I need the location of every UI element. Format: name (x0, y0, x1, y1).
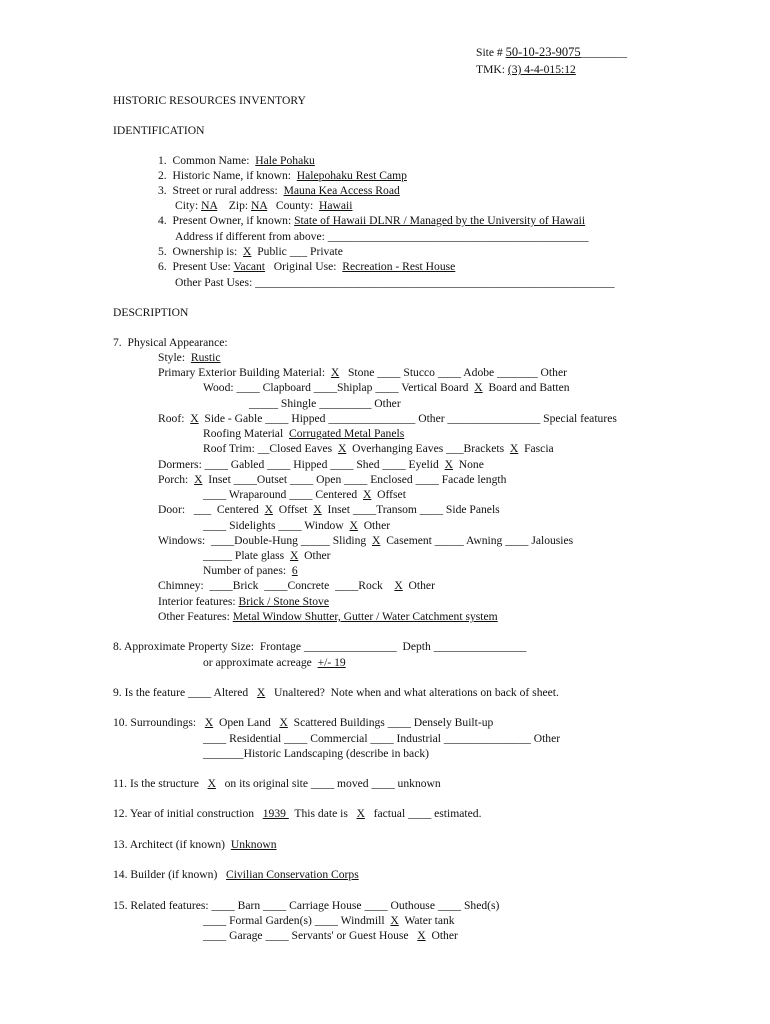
chimney-other: Other (402, 579, 435, 592)
alteration-mark: X (256, 686, 266, 699)
porch-label: Porch: (158, 473, 195, 486)
roof-mark: X (190, 412, 199, 425)
windows-mark-2: X (289, 549, 299, 562)
chimney-mark: X (394, 579, 403, 592)
historic-name-label: 2. Historic Name, if known: (158, 169, 297, 182)
related-features-options: ____ Formal Garden(s) ____ Windmill (203, 914, 391, 927)
plate-glass-option: _____ Plate glass (203, 549, 290, 562)
panes-value: 6 (291, 564, 298, 577)
description-heading: DESCRIPTION (113, 306, 189, 319)
original-use-value: Recreation - Rest House (342, 260, 456, 273)
roof-trim-line (203, 442, 554, 456)
material-label: Primary Exterior Building Material: (158, 366, 331, 379)
water-tank-label: Water tank (398, 914, 455, 927)
porch-line (158, 473, 506, 487)
tmk-value: (3) 4-4-015:12 (507, 63, 576, 76)
builder-line (113, 868, 359, 882)
acreage-line (203, 656, 346, 670)
architect-value: Unknown (230, 838, 277, 851)
door-mark: X (264, 503, 273, 516)
wood-line (203, 381, 570, 395)
surroundings-line-3: _______Historic Landscaping (describe in back) (203, 747, 430, 760)
county-value: Hawaii (319, 199, 353, 212)
owner-line (158, 214, 585, 228)
acreage-value: +/- 19 (317, 656, 346, 669)
roofing-material-label: Roofing Material (203, 427, 289, 440)
city-label: City: (175, 199, 202, 212)
roof-label: Roof: (158, 412, 191, 425)
door-options: Inset ____Transom ____ Side Panels (321, 503, 500, 516)
common-name-label: 1. Common Name: (158, 154, 256, 167)
address-value: Mauna Kea Access Road (283, 184, 400, 197)
site-status-mark: X (207, 777, 216, 790)
dormers-line (158, 458, 484, 472)
historic-name-line (158, 169, 407, 183)
tmk-label: TMK: (476, 63, 508, 76)
windows-other: Other (298, 549, 331, 562)
builder-value: Civilian Conservation Corps (226, 868, 359, 881)
wood-mark: X (474, 381, 483, 394)
alteration-note: Unaltered? Note when and what alterations on back of sheet. (265, 686, 559, 699)
alteration-line (113, 686, 559, 700)
present-use-value: Vacant (233, 260, 266, 273)
ownership-line (158, 245, 343, 259)
door-offset: Offset (272, 503, 314, 516)
site-status-line (113, 777, 441, 791)
panes-label: Number of panes: (203, 564, 292, 577)
porch-options-2: ____ Wraparound ____ Centered (203, 488, 363, 501)
historic-name-value: Halepohaku Rest Camp (296, 169, 407, 182)
roof-trim-fascia: Fascia (518, 442, 554, 455)
windows-line (158, 534, 573, 548)
related-features-line-2 (203, 914, 455, 928)
present-use-label: 6. Present Use: (158, 260, 234, 273)
surroundings-line-2: ____ Residential ____ Commercial ____ Industrial _______________ Other (203, 732, 561, 745)
owner-value: State of Hawaii DLNR / Managed by the University of Hawaii (294, 214, 586, 227)
property-size-line: 8. Approximate Property Size: Frontage ________________ Depth ________________ (113, 640, 527, 653)
past-uses-line: Other Past Uses: ______________________________________________________________ (175, 276, 615, 289)
other-features-label: Other Features: (158, 610, 233, 623)
construction-year-value: 1939 (262, 807, 289, 820)
dormers-mark: X (444, 458, 453, 471)
related-features-options-2: ____ Garage ____ Servants' or Guest House (203, 929, 418, 942)
other-features-line (158, 610, 498, 624)
style-value: Rustic (190, 351, 221, 364)
architect-line (113, 838, 277, 852)
address-label: 3. Street or rural address: (158, 184, 284, 197)
zip-label: Zip: (217, 199, 252, 212)
porch-options: Inset ____Outset ____ Open ____ Enclosed ____ Facade length (202, 473, 507, 486)
surroundings-mark: X (204, 716, 214, 729)
porch-line-2 (203, 488, 406, 502)
door-options-2: ____ Sidelights ____ Window (203, 519, 350, 532)
other-features-value: Metal Window Shutter, Gutter / Water Catchment system (232, 610, 498, 623)
site-underline: ________ (580, 46, 628, 59)
site-label: Site # (476, 46, 506, 59)
related-other-mark: X (417, 929, 426, 942)
architect-label: 13. Architect (if known) (113, 838, 231, 851)
roofing-material-line (203, 427, 404, 441)
surroundings-mark-2: X (279, 716, 288, 729)
door-label: Door: ___ Centered (158, 503, 265, 516)
surroundings-options: Scattered Buildings ____ Densely Built-up (287, 716, 494, 729)
door-other: Other (357, 519, 391, 532)
porch-mark: X (194, 473, 203, 486)
original-use-label: Original Use: (265, 260, 343, 273)
roof-trim-label: Roof Trim: __Closed Eaves (203, 442, 338, 455)
style-line (158, 351, 221, 365)
use-line (158, 260, 455, 274)
surroundings-line (113, 716, 493, 730)
porch-selected: Offset (371, 488, 406, 501)
windows-line-2 (203, 549, 331, 563)
identification-heading: IDENTIFICATION (113, 124, 205, 137)
water-tank-mark: X (390, 914, 399, 927)
date-status-label: This date is (288, 807, 357, 820)
city-zip-county-line (175, 199, 352, 213)
ownership-label: 5. Ownership is: (158, 245, 244, 258)
panes-line (203, 564, 298, 578)
roof-line (158, 412, 617, 426)
material-mark: X (330, 366, 340, 379)
interior-value: Brick / Stone Stove (238, 595, 329, 608)
open-land-option: Open Land (213, 716, 280, 729)
windows-options-2: Casement _____ Awning ____ Jalousies (380, 534, 574, 547)
windows-mark: X (372, 534, 381, 547)
date-status-mark: X (356, 807, 365, 820)
door-line (158, 503, 500, 517)
wood-selected: Board and Batten (482, 381, 570, 394)
site-status-options: on its original site ____ moved ____ unknown (215, 777, 441, 790)
interior-label: Interior features: (158, 595, 239, 608)
site-number: 50-10-23-9075 (505, 45, 581, 59)
physical-appearance-label: 7. Physical Appearance: (113, 336, 228, 349)
construction-year-line (113, 807, 481, 821)
roof-trim-options: Overhanging Eaves ___Brackets (346, 442, 510, 455)
roof-trim-mark: X (337, 442, 347, 455)
zip-value: NA (251, 199, 268, 212)
wood-options: Wood: ____ Clapboard ____Shiplap ____ Vertical Board (203, 381, 475, 394)
related-features-line-3 (203, 929, 458, 943)
door-line-2 (203, 519, 390, 533)
roof-trim-mark-2: X (509, 442, 519, 455)
owner-label: 4. Present Owner, if known: (158, 214, 295, 227)
dormers-selected: None (452, 458, 484, 471)
interior-line (158, 595, 329, 609)
builder-label: 14. Builder (if known) (113, 868, 227, 881)
form-title: HISTORIC RESOURCES INVENTORY (113, 94, 306, 107)
chimney-line (158, 579, 435, 593)
chimney-options: Chimney: ____Brick ____Concrete ____Rock (158, 579, 395, 592)
shingle-line: _____ Shingle _________ Other (249, 397, 401, 410)
site-status-label: 11. Is the structure (113, 777, 208, 790)
acreage-label: or approximate acreage (203, 656, 318, 669)
dormers-options: Dormers: ____ Gabled ____ Hipped ____ Shed ____ Eyelid (158, 458, 445, 471)
ownership-mark: X (243, 245, 252, 258)
ownership-options: Public ___ Private (251, 245, 343, 258)
related-features-line: 15. Related features: ____ Barn ____ Carriage House ____ Outhouse ____ Shed(s) (113, 899, 500, 912)
roofing-material-value: Corrugated Metal Panels (288, 427, 405, 440)
related-other-label: Other (425, 929, 458, 942)
windows-options: Windows: ____Double-Hung _____ Sliding (158, 534, 373, 547)
material-options: Stone ____ Stucco ____ Adobe _______ Other (339, 366, 567, 379)
alt-address-line: Address if different from above: _____________________________________________ (175, 230, 589, 243)
common-name-line (158, 154, 315, 168)
address-line (158, 184, 400, 198)
site-number-line (476, 45, 627, 60)
porch-mark-2: X (362, 488, 372, 501)
surroundings-label: 10. Surroundings: (113, 716, 205, 729)
door-mark-3: X (349, 519, 358, 532)
construction-year-label: 12. Year of initial construction (113, 807, 263, 820)
alteration-label: 9. Is the feature ____ Altered (113, 686, 257, 699)
roof-options: Side - Gable ____ Hipped _______________ Other ________________ Special features (198, 412, 617, 425)
style-label: Style: (158, 351, 191, 364)
material-line (158, 366, 567, 380)
common-name-value: Hale Pohaku (255, 154, 315, 167)
door-mark-2: X (313, 503, 322, 516)
date-status-options: factual ____ estimated. (364, 807, 482, 820)
county-label: County: (267, 199, 319, 212)
tmk-line (476, 63, 576, 77)
city-value: NA (201, 199, 218, 212)
